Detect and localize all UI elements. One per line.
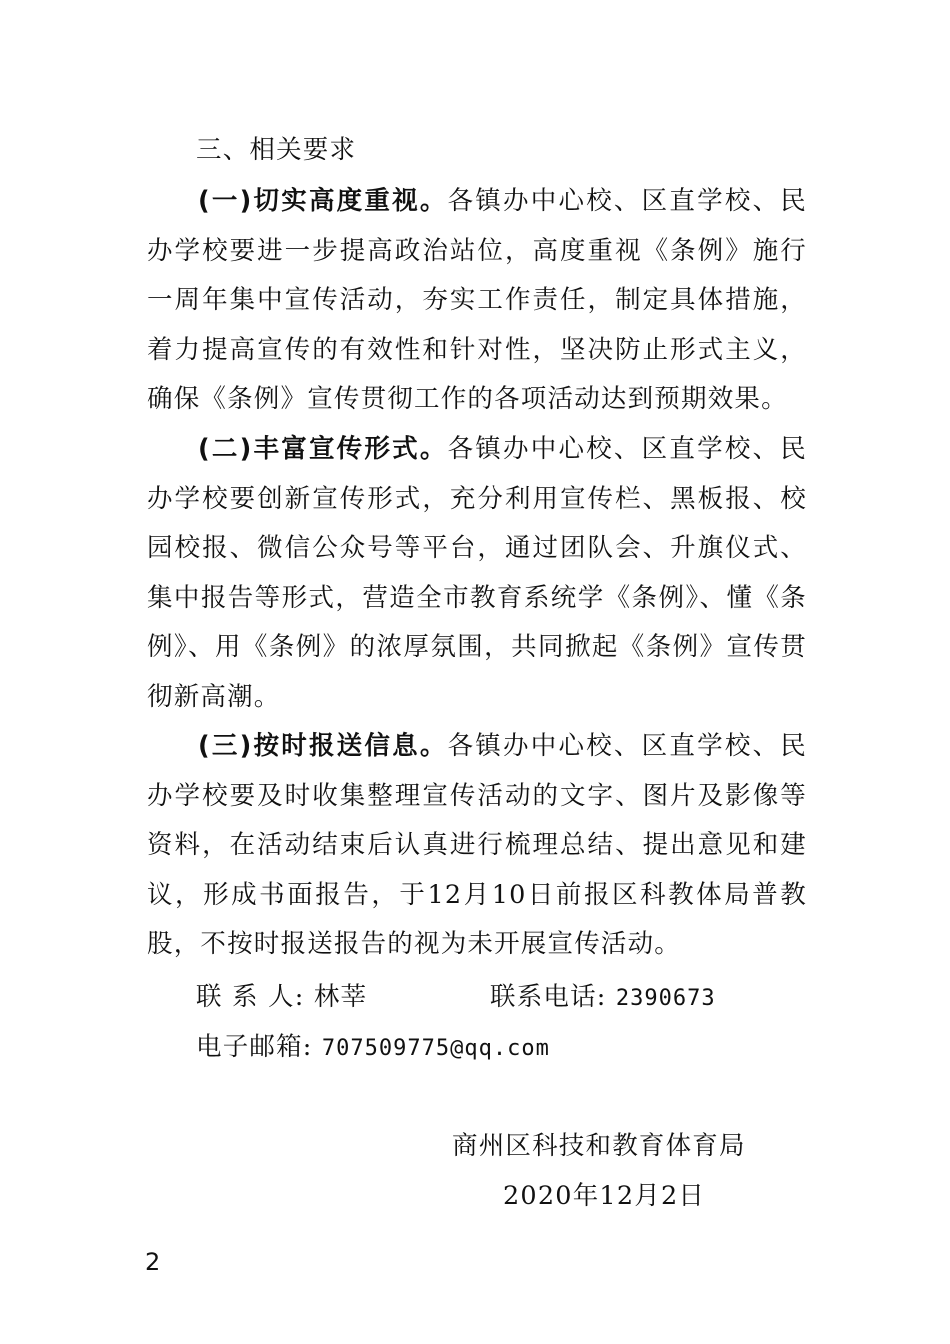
section-heading: 三、相关要求 [196,135,357,165]
requirement-lead: (二)丰富宣传形式。 [198,434,448,464]
contact-person-label: 联 系 人: [196,982,305,1012]
page-number: 2 [145,1248,161,1276]
contact-email-label: 电子邮箱: [196,1032,313,1062]
requirement-text: 各镇办中心校、区直学校、民办学校要创新宣传形式，充分利用宣传栏、黑板报、校园校报、微信公众号等平台，通过团队会、升旗仪式、集中报告等形式，营造全市教育系统学《条例》、懂《条例》、用《条例》的浓厚氛围，共同掀起《条例》宣传贯彻新高潮。 [147,434,807,712]
contact-phone-group [490,977,716,1019]
contact-person-row [196,977,716,1017]
requirement-text: 各镇办中心校、区直学校、民办学校要及时收集整理宣传活动的文字、图片及影像等资料，在活动结束后认真进行梳理总结、提出意见和建议，形成书面报告，于12月10日前报区科教体局普教股，不按时报送报告的视为未开展宣传活动。 [147,731,807,960]
requirement-lead: (三)按时报送信息。 [198,731,448,761]
requirement-paragraph-1 [147,177,807,425]
contact-phone-number: 2390673 [615,986,716,1011]
requirement-text: 各镇办中心校、区直学校、民办学校要进一步提高政治站位，高度重视《条例》施行一周年集中宣传活动，夯实工作责任，制定具体措施，着力提高宣传的有效性和针对性，坚决防止形式主义，确保《条例》宣传贯彻工作的各项活动达到预期效果。 [147,186,807,415]
signoff-date: 2020年12月2日 [503,1181,706,1211]
requirement-paragraph-2 [147,425,807,723]
requirement-lead: (一)切实高度重视。 [198,186,448,216]
contact-email-address: 707509775@qq.com [321,1036,550,1061]
signoff-organization: 商州区科技和教育体育局 [452,1131,746,1161]
contact-phone-label: 联系电话: [490,982,607,1012]
requirement-paragraph-3 [147,722,807,970]
contact-person-name: 林莘 [313,982,368,1012]
contact-email-row [196,1027,550,1069]
